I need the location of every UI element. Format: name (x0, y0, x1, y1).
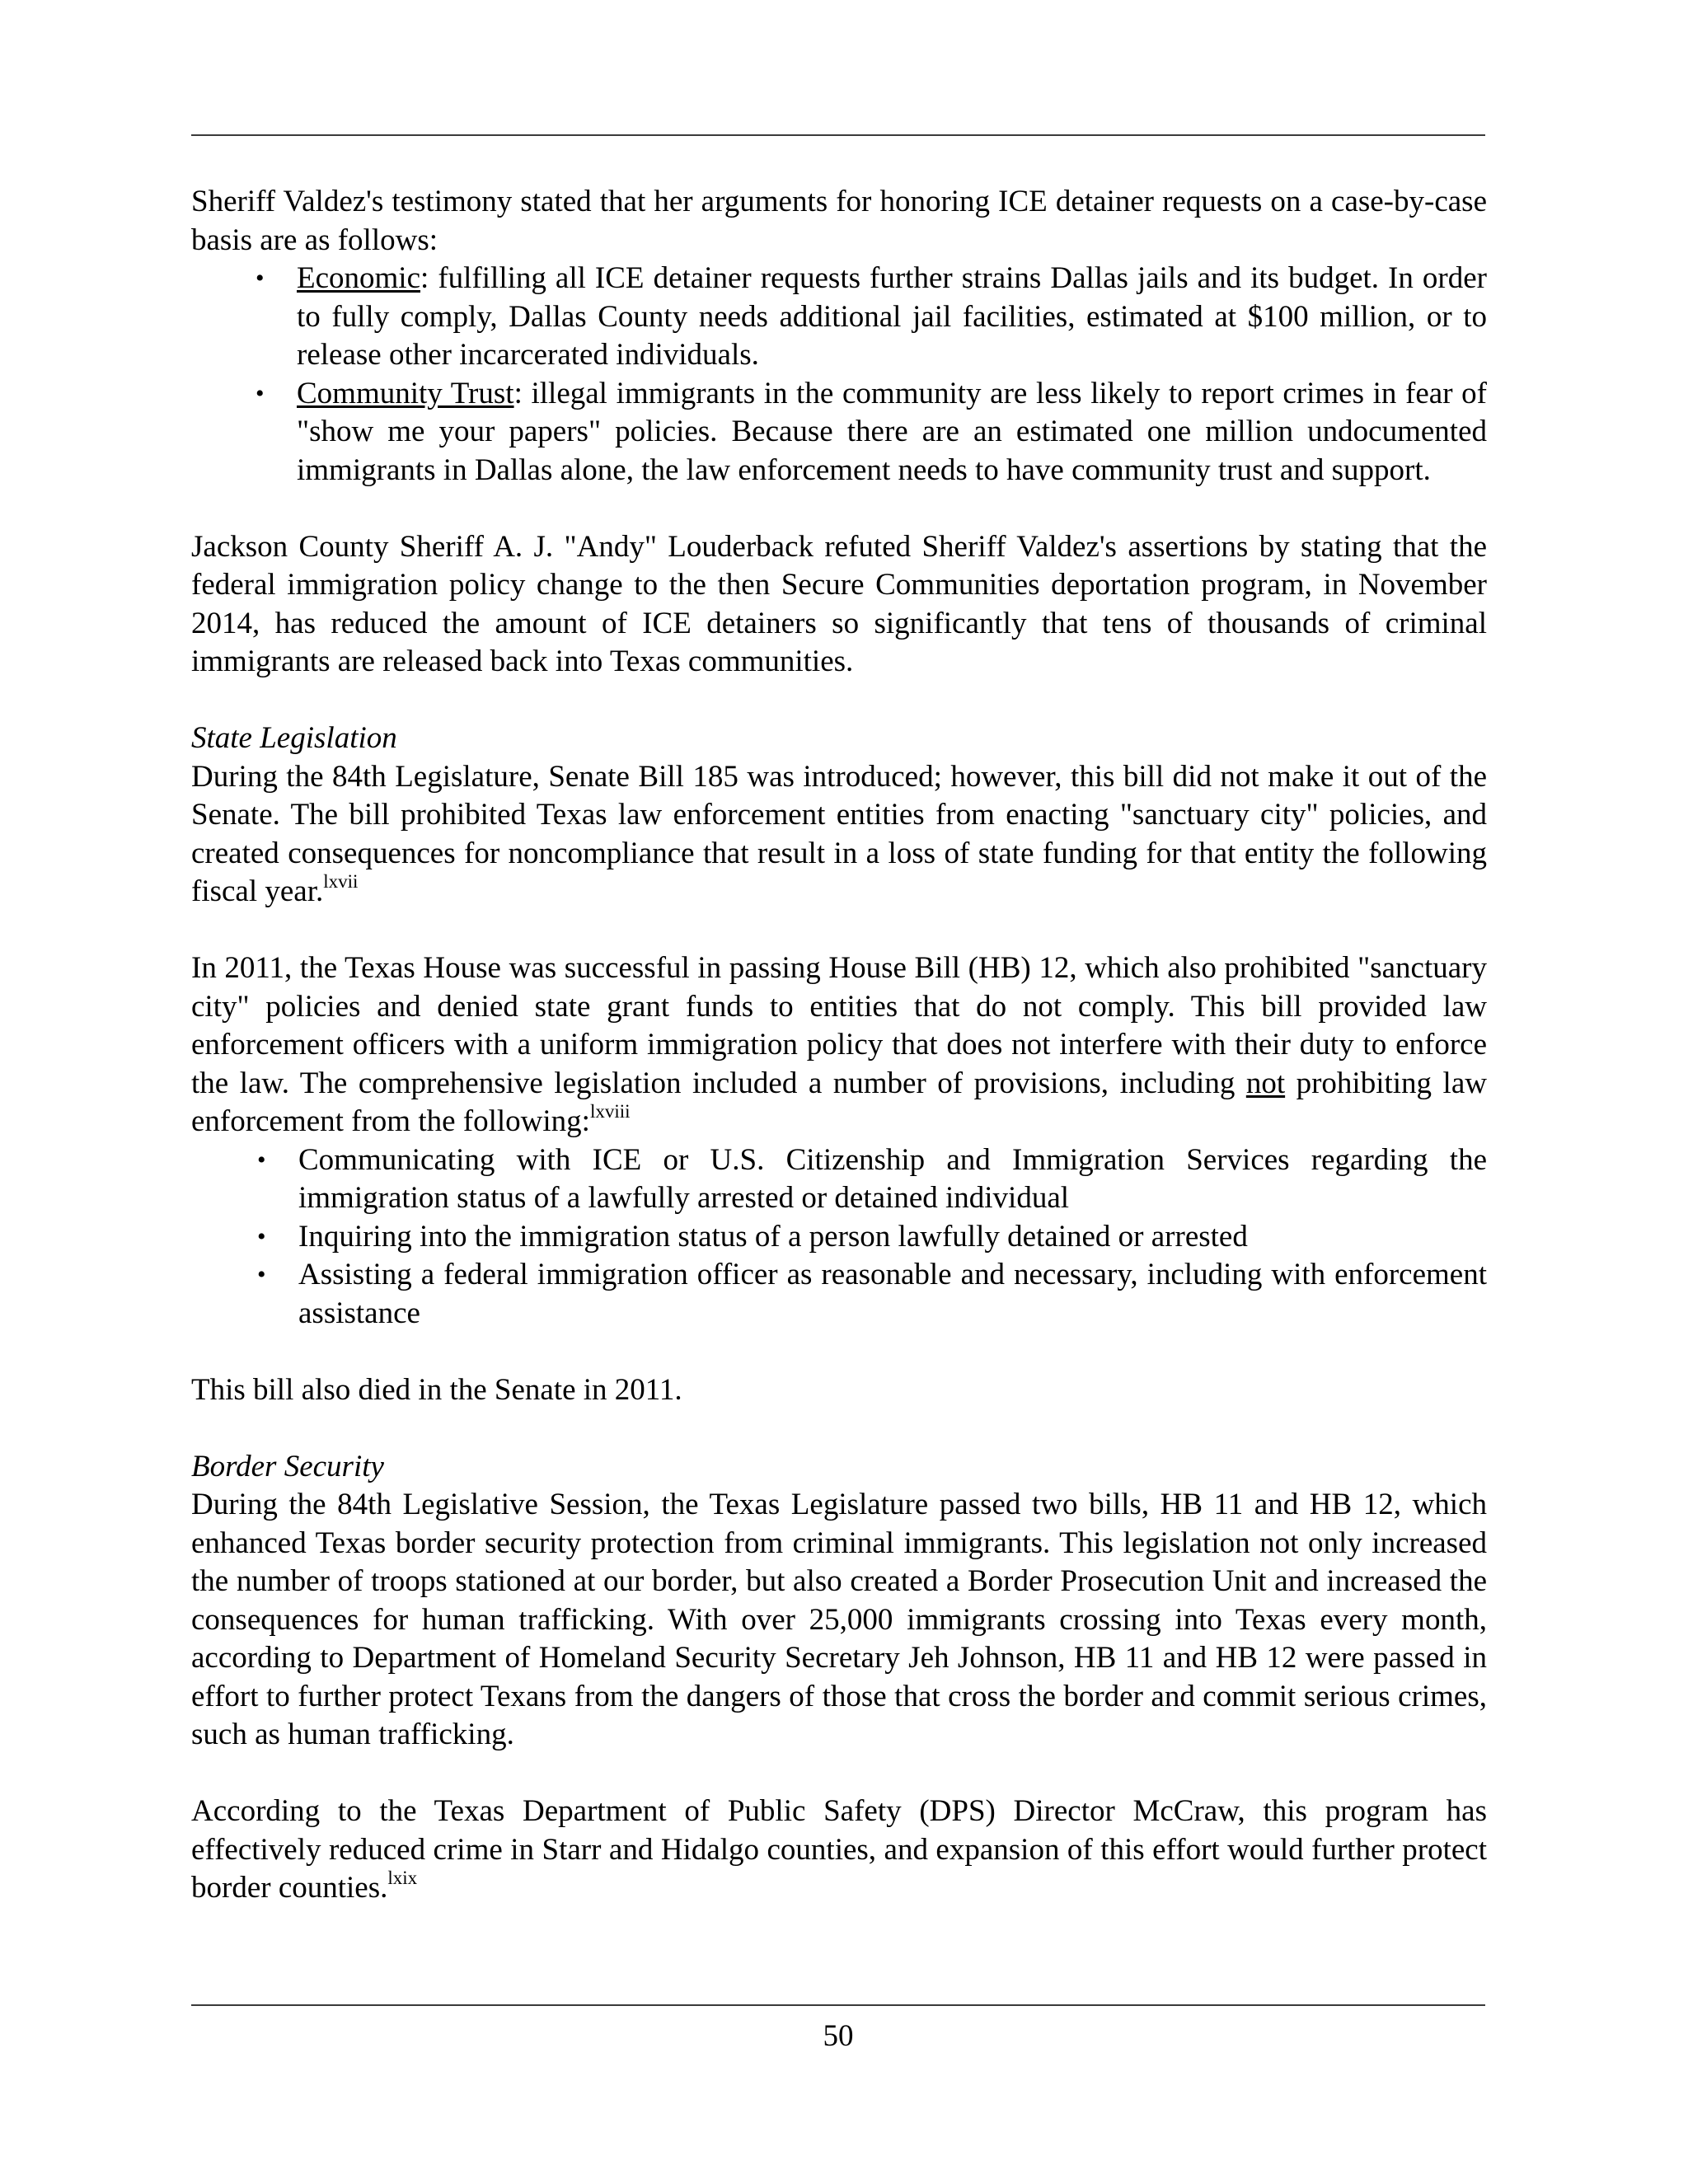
list-item (191, 1256, 1487, 1333)
paragraph-state-legislation (191, 758, 1487, 912)
paragraph-border-security: During the 84th Legislative Session, the Texas Legislature passed two bills, HB 11 and HB 12, which enhanced Texas border security protection from criminal immigrants. This legislation not only increased the number of troops stationed at our border, but also created a Border Prosecution Unit and increased the consequences for human trafficking. With over 25,000 immigrants crossing into Texas every month, according to Department of Homeland Security Secretary Jeh Johnson, HB 11 and HB 12 were passed in effort to further protect Texans from the dangers of those that cross the border and commit serious crimes, such as human trafficking. (191, 1488, 1487, 1751)
paragraph-dps (191, 1793, 1487, 1908)
paragraph-intro: Sheriff Valdez's testimony stated that her arguments for honoring ICE detainer requests on a case-by-case basis are as follows: (191, 185, 1487, 257)
bullet-icon: • (257, 1261, 266, 1288)
list-item-text: : illegal immigrants in the community are less likely to report crimes in fear of "show me your papers" policies. Because there are an estimated one million undocumented immigrants in Dallas alone, the law enforcement needs to have community trust and support. (297, 376, 1487, 487)
page-content (191, 183, 1487, 1908)
header-rule (191, 134, 1485, 136)
paragraph-gap (191, 682, 1487, 720)
hb12-provisions-list (191, 1141, 1487, 1333)
list-item (191, 1218, 1487, 1257)
footnote-marker: lxix (387, 1868, 418, 1888)
bullet-icon: • (257, 1146, 266, 1174)
bullet-icon: • (256, 379, 265, 407)
section-heading-border-security: Border Security (191, 1449, 384, 1483)
list-item-text: : fulfilling all ICE detainer requests further strains Dallas jails and its budget. In order to fully comply, Dallas County needs additional jail facilities, estimated at $100 million, or to release other incarcerated individuals. (297, 261, 1487, 372)
list-item-label: Community Trust (297, 376, 514, 410)
list-item-text: Assisting a federal immigration officer as reasonable and necessary, including with enforcement assistance (298, 1258, 1487, 1330)
valdez-argument-list (191, 260, 1487, 490)
emphasis-not: not (1245, 1066, 1286, 1100)
section-heading-state-legislation: State Legislation (191, 721, 397, 755)
bullet-icon: • (257, 1222, 266, 1250)
paragraph-gap (191, 912, 1487, 950)
paragraph-gap (191, 1755, 1487, 1793)
paragraph-gap (191, 490, 1487, 528)
paragraph-hb12 (191, 949, 1487, 1141)
list-item (191, 1141, 1487, 1218)
bullet-icon: • (256, 265, 265, 292)
paragraph-gap (191, 1333, 1487, 1371)
list-item-text: Inquiring into the immigration status of a person lawfully detained or arrested (298, 1219, 1248, 1254)
page-number: 50 (823, 2019, 854, 2053)
paragraph-text: During the 84th Legislature, Senate Bill 185 was introduced; however, this bill did not make it out of the Senate. The bill prohibited Texas law enforcement entities from enacting "sanctuary city" policies, and created consequences for noncompliance that result in a loss of state funding for that entity the following fiscal year. (191, 759, 1487, 908)
paragraph-text-lead: In 2011, the Texas House was successful in passing House Bill (HB) 12, which also prohibited "sanctuary city" policies and denied state grant funds to entities that do not comply. This bill provided law enforcement officers with a uniform immigration policy that does not interfere with their duty to enforce the law. The comprehensive legislation included a number of provisions, including (191, 951, 1487, 1100)
footnote-marker: lxvii (323, 871, 359, 892)
list-item-label: Economic (297, 261, 421, 295)
paragraph-text: According to the Texas Department of Public Safety (DPS) Director McCraw, this program has effectively reduced crime in Starr and Hidalgo counties, and expansion of this effort would further protect border counties. (191, 1794, 1487, 1905)
list-item (191, 375, 1487, 490)
paragraph-senate-death: This bill also died in the Senate in 2011. (191, 1372, 682, 1407)
footnote-marker: lxviii (589, 1101, 631, 1122)
list-item (191, 260, 1487, 375)
footer-rule (191, 2004, 1485, 2006)
paragraph-text-tail: prohibiting law enforcement from the following: (191, 1066, 1487, 1138)
list-item-text: Communicating with ICE or U.S. Citizenship and Immigration Services regarding the immigration status of a lawfully arrested or detained individual (298, 1142, 1487, 1215)
paragraph-louderback: Jackson County Sheriff A. J. "Andy" Louderback refuted Sheriff Valdez's assertions by stating that the federal immigration policy change to the then Secure Communities deportation program, in November 2014, has reduced the amount of ICE detainers so significantly that tens of thousands of criminal immigrants are released back into Texas communities. (191, 529, 1487, 678)
paragraph-gap (191, 1409, 1487, 1448)
